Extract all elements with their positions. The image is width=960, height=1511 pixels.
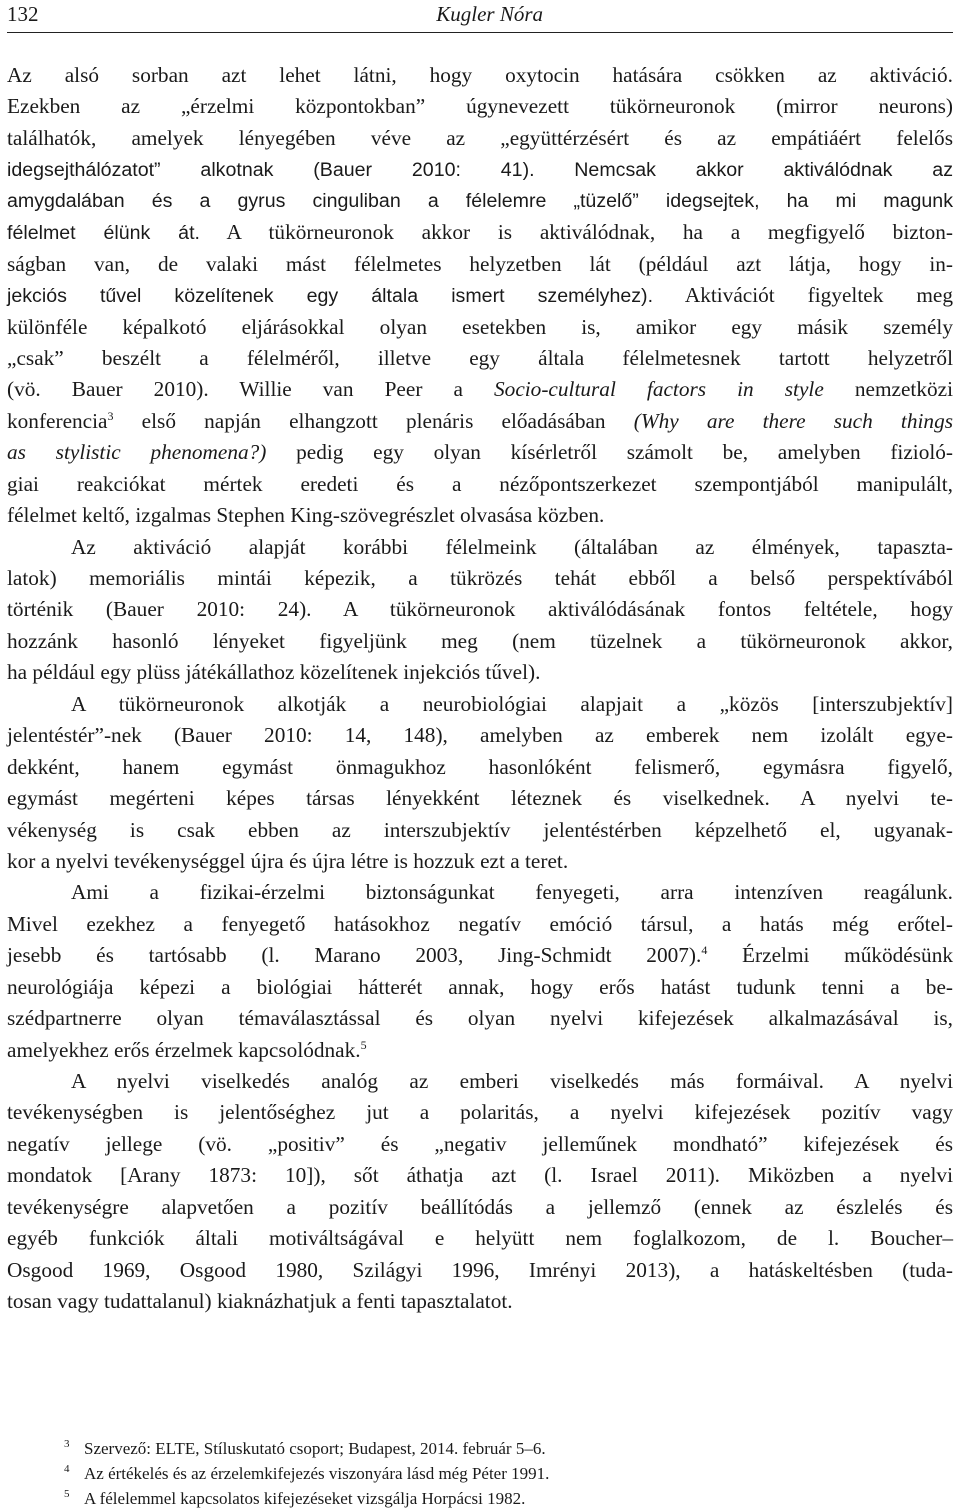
running-header <box>7 2 953 32</box>
footnote-ref: 5 <box>360 1037 367 1052</box>
text-line: ságban van, de valaki mást félelmetes helyzetben lát (például azt látja, hogy in- <box>7 251 953 276</box>
text-line: ha például egy plüss játékállathoz közelítenek injekciós tűvel). <box>7 660 541 685</box>
footnote-text: Az értékelés és az érzelemkifejezés viszonyára lásd még Péter 1991. <box>84 1464 550 1483</box>
text-line: jelentéstér”-nek (Bauer 2010: 14, 148), amelyben az emberek nem izolált egye- <box>7 723 953 748</box>
text-line: as stylistic phenomena?) pedig egy olyan kísérletről számolt be, amelyben fizioló- <box>7 440 954 465</box>
text-line: történik (Bauer 2010: 24). A tükörneuronok aktiválódásának fontos feltétele, hogy <box>7 597 953 622</box>
text-line: latok) memoriális mintái képezik, a tükrözés tehát ebből a belső perspektívából <box>7 566 953 590</box>
text-line: giai reakciókat mértek eredeti és a nézőpontszerkezet szempontjából manipulált, <box>7 471 953 496</box>
footnote <box>64 1432 944 1457</box>
text-line: A tükörneuronok alkotják a neurobiológiai alapjait a „közös [interszubjektív] <box>71 691 953 716</box>
footnotes <box>64 1432 944 1507</box>
text-line: idegsejthálózatot” alkotnak (Bauer 2010: 41). Nemcsak akkor aktiválódnak az <box>7 159 953 182</box>
footnote-number: 5 <box>64 1488 70 1500</box>
text-line: tosan vagy tudattalanul) kiaknázhatjuk a fenti tapasztalatot. <box>7 1289 513 1314</box>
text-line: negatív jellege (vö. „positiv” és „negativ jelleműnek mondható” kifejezések és <box>7 1131 953 1156</box>
text-line: vékenység is csak ebben az interszubjektív jelentéstérben képzelhető el, ugyanak- <box>7 817 953 842</box>
footnote-number: 4 <box>64 1463 70 1475</box>
footnote <box>64 1457 944 1482</box>
footnote-text: Szervező: ELTE, Stíluskutató csoport; Budapest, 2014. február 5–6. <box>84 1439 546 1458</box>
body-text <box>7 60 953 1318</box>
text-line: találhatók, amelyek lényegében véve az „együttérzésért és az empátiáért felelős <box>7 125 953 150</box>
text-line: tevékenységben is jelentőséghez jut a polaritás, a nyelvi kifejezések pozitív vagy <box>7 1100 953 1125</box>
text-line: Az aktiváció alapját korábbi félelmeink (általában az élmények, tapaszta- <box>71 534 953 559</box>
footnote-number: 3 <box>64 1438 70 1450</box>
text-line: jekciós tűvel közelítenek egy általa ismert személyhez). Aktivációt figyeltek meg <box>7 283 953 308</box>
text-line: amelyekhez erős érzelmek kapcsolódnak.$^5$ <box>7 1037 367 1062</box>
text-line: neurológiája képezi a biológiai hátterét annak, hogy erős hatást tudunk tenni a be- <box>7 974 953 999</box>
text-line: Ezekben az „érzelmi központokban” úgynevezett tükörneuronok (mirror neurons) <box>7 94 953 119</box>
text-line: jesebb és tartósabb (l. Marano 2003, Jing-Schmidt 2007).$^4$ Érzelmi működésünk <box>7 943 953 968</box>
text-line: különféle képalkotó eljárásokkal olyan esetekben is, amikor egy másik személy <box>7 314 953 339</box>
text-line: félelmet keltő, izgalmas Stephen King-szövegrészlet olvasása közben. <box>7 503 605 528</box>
text-line: kor a nyelvi tevékenységgel újra és újra létre is hozzuk ezt a teret. <box>7 848 569 873</box>
text-line: szédpartnerre olyan témaválasztással és olyan nyelvi kifejezések alkalmazásával is, <box>7 1006 953 1031</box>
header-rule <box>7 32 953 33</box>
footnote-text: A félelemmel kapcsolatos kifejezéseket vizsgálja Horpácsi 1982. <box>84 1489 526 1508</box>
text-line: mondatok [Arany 1873: 10]), sőt áthatja azt (l. Israel 2011). Miközben a nyelvi <box>7 1163 953 1188</box>
text-line: tevékenységre alapvetően a pozitív beállítódás a jellemző (ennek az észlelés és <box>7 1194 953 1219</box>
footnote-ref: 4 <box>701 943 708 958</box>
footnote-ref: 3 <box>107 408 114 423</box>
text-line: (vö. Bauer 2010). Willie van Peer a Socio-cultural factors in style nemzetközi <box>7 377 954 402</box>
footnote <box>64 1482 944 1507</box>
text-line: egymást megérteni képes társas lényekként léteznek és viselkednek. A nyelvi te- <box>7 786 953 811</box>
text-line: A nyelvi viselkedés analóg az emberi viselkedés más formáival. A nyelvi <box>71 1069 953 1093</box>
text-line: hozzánk hasonló lényeket figyeljünk meg (nem tüzelnek a tükörneuronok akkor, <box>7 628 953 653</box>
text-line: konferencia$^3$ első napján elhangzott plenáris előadásában (Why are there such things <box>7 408 954 433</box>
text-line: Az alsó sorban azt lehet látni, hogy oxytocin hatására csökken az aktiváció. <box>7 63 953 87</box>
text-line: Osgood 1969, Osgood 1980, Szilágyi 1996, Imrényi 2013), a hatáskeltésben (tuda- <box>7 1257 953 1282</box>
text-line: „csak” beszélt a félelméről, illetve egy általa félelmetesnek tartott helyzetről <box>7 345 953 370</box>
text-line: amygdalában és a gyrus cinguliban a félelemre „tüzelő” idegsejtek, ha mi magunk <box>7 189 953 212</box>
page-number: 132 <box>7 2 39 26</box>
running-head-author: Kugler Nóra <box>436 2 543 26</box>
text-line: Ami a fizikai-érzelmi biztonságunkat fenyegeti, arra intenzíven reagálunk. <box>71 880 953 905</box>
text-line: dekként, hanem egymást önmagukhoz hasonlóként felismerő, egymásra figyelő, <box>7 754 953 779</box>
text-line: egyéb funkciók általi motiváltságával e helyütt nem foglalkozom, de l. Boucher– <box>7 1226 953 1251</box>
text-line: félelmet élünk át. A tükörneuronok akkor is aktiválódnak, ha a megfigyelő bizton- <box>7 220 953 245</box>
text-line: Mivel ezekhez a fenyegető hatásokhoz negatív emóció társul, a hatás még erőtel- <box>7 911 953 936</box>
